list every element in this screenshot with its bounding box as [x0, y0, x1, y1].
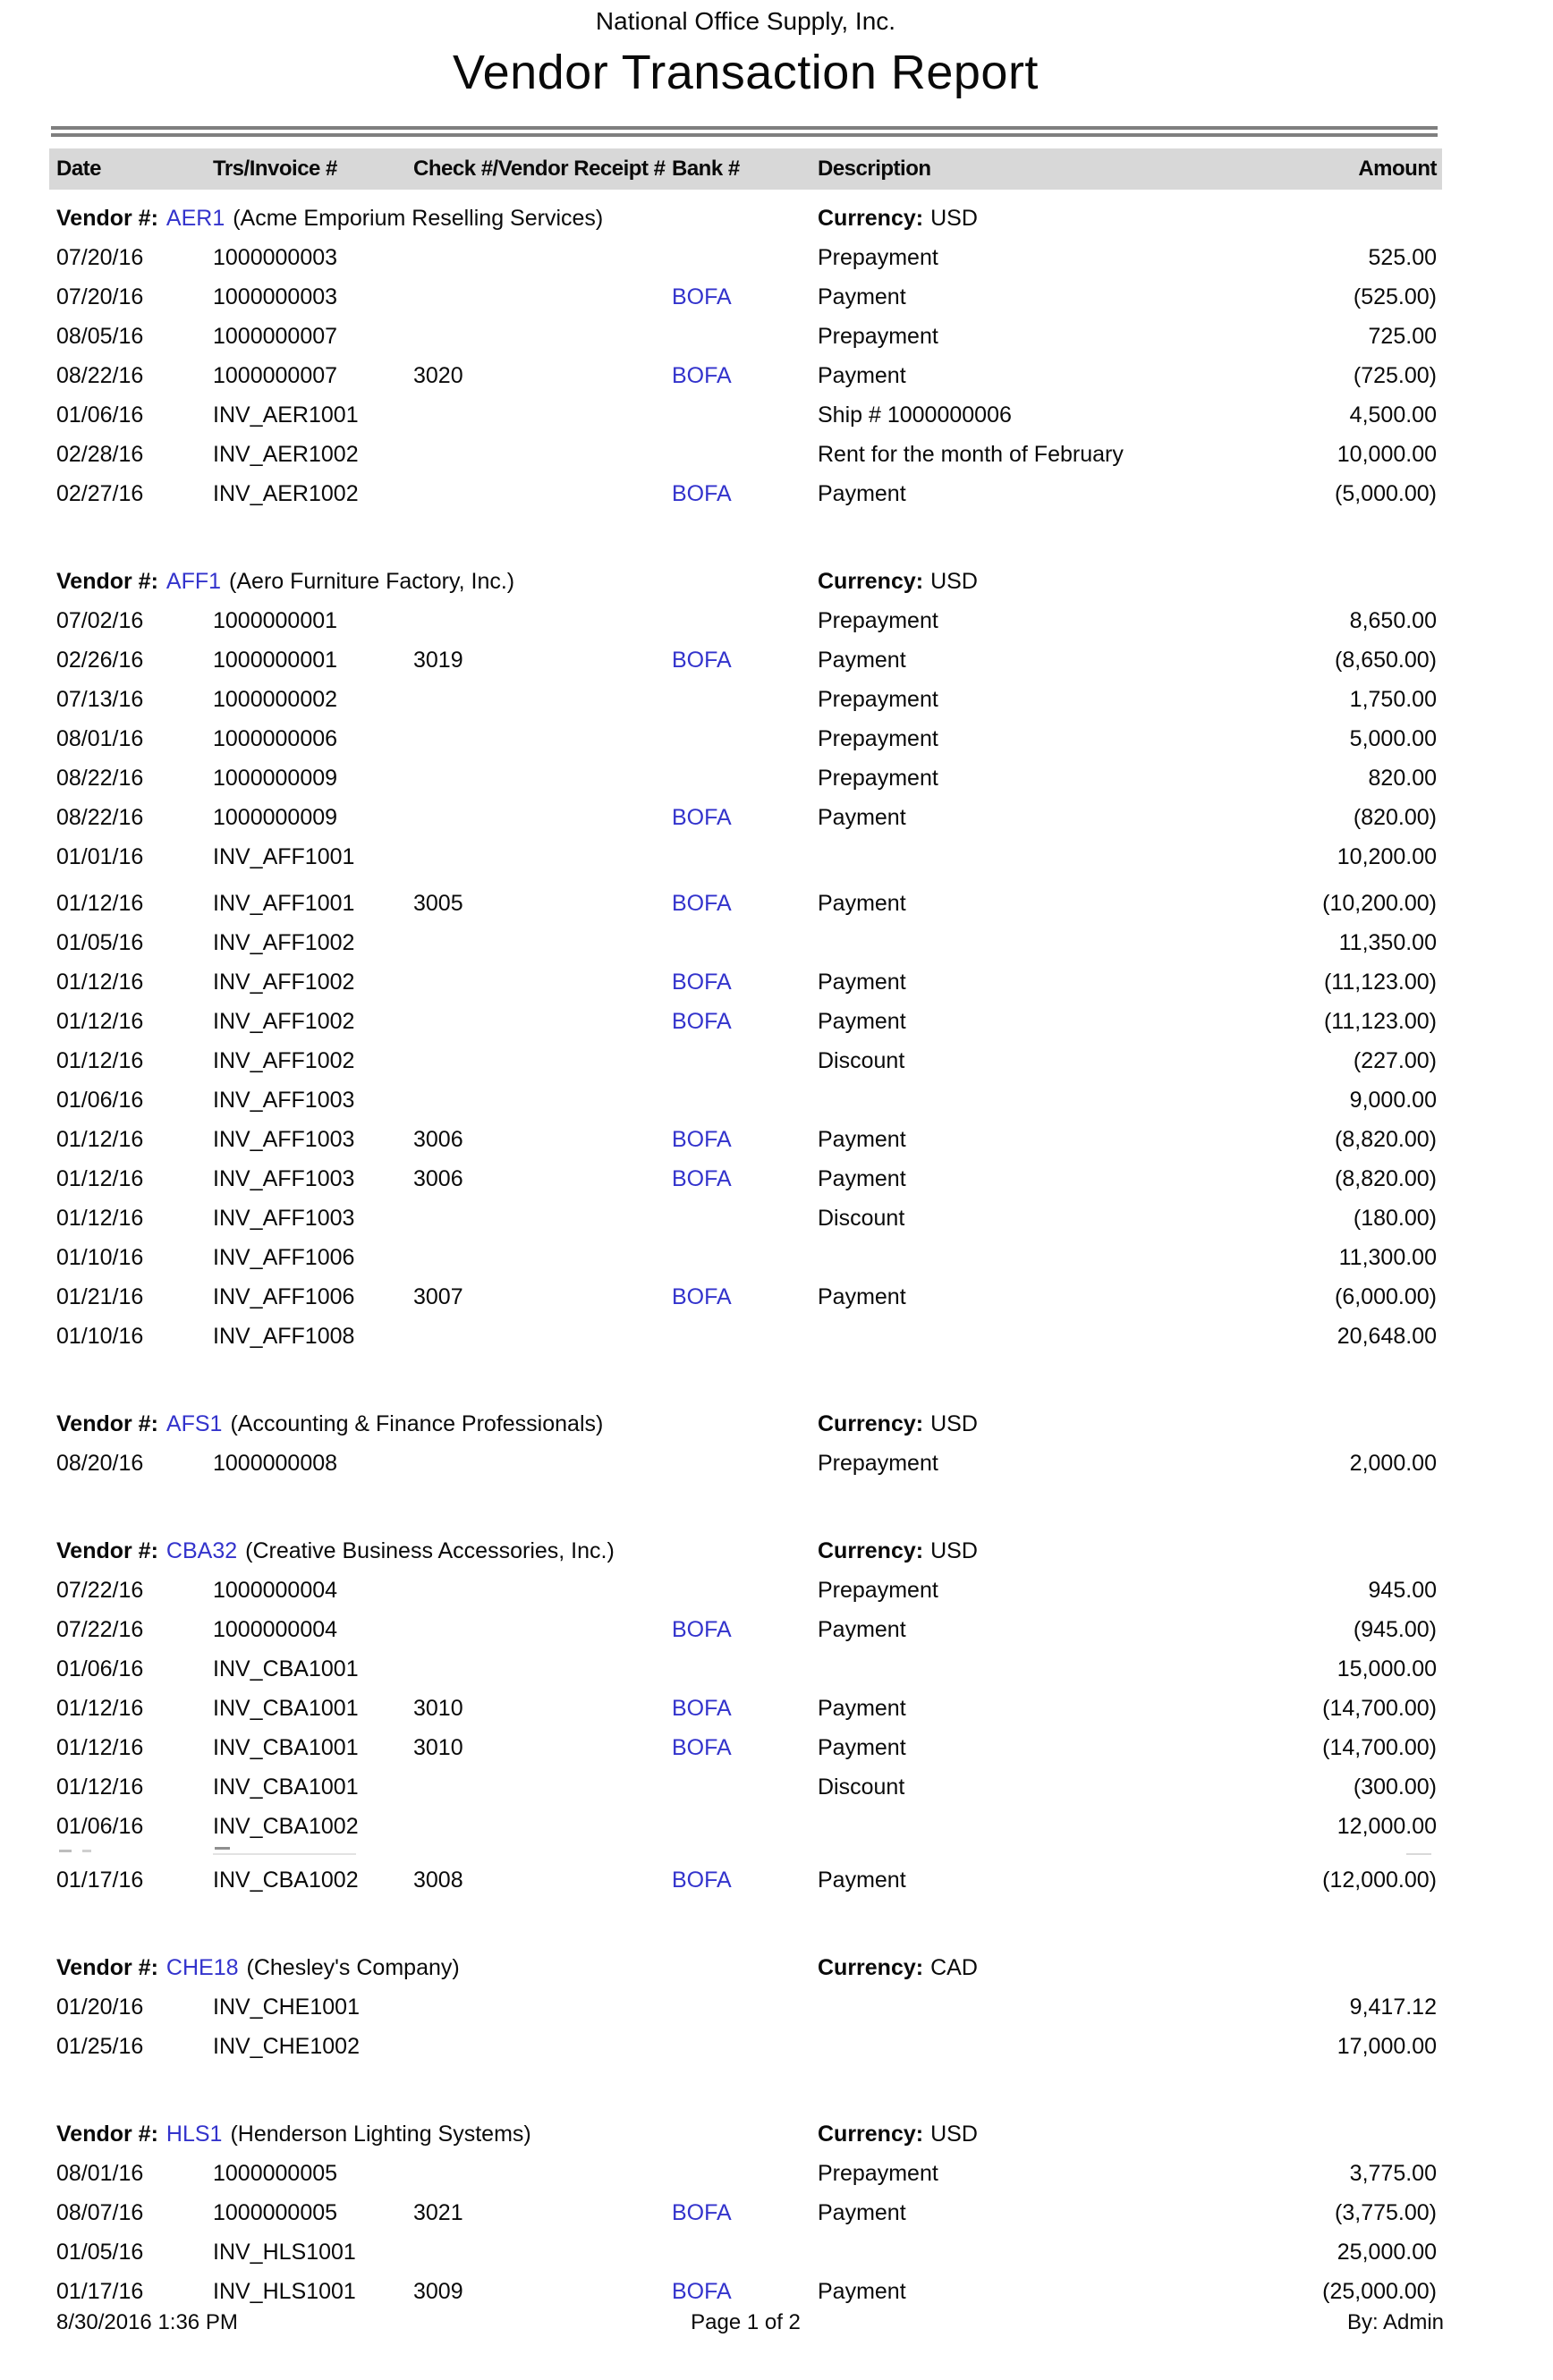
cell-trs-invoice: INV_AFF1003: [213, 1206, 355, 1231]
cell-trs-invoice: INV_AFF1003: [213, 1166, 355, 1191]
table-row: [0, 395, 1553, 435]
cell-description: Payment: [818, 284, 906, 309]
artifact-dash: [213, 1853, 356, 1855]
cell-trs-invoice: INV_HLS1001: [213, 2279, 356, 2304]
table-row: [0, 1159, 1553, 1198]
cell-trs-invoice: INV_AFF1001: [213, 891, 355, 916]
cell-date: 01/17/16: [56, 1868, 144, 1893]
currency-value: USD: [930, 569, 978, 594]
cell-amount: (5,000.00): [1335, 481, 1437, 506]
currency-label: Currency:: [818, 2122, 924, 2147]
cell-date: 01/06/16: [56, 1656, 144, 1681]
cell-trs-invoice: INV_AER1002: [213, 481, 359, 506]
vendor-title: [56, 1948, 460, 1987]
vendor-section: [0, 562, 1553, 1356]
table-row: [0, 680, 1553, 719]
cell-date: 07/22/16: [56, 1617, 144, 1642]
cell-amount: (820.00): [1353, 805, 1437, 830]
artifact-dash: [1406, 1853, 1431, 1855]
cell-amount: 8,650.00: [1349, 608, 1437, 633]
cell-description: Payment: [818, 2200, 906, 2225]
cell-description: Payment: [818, 1696, 906, 1721]
cell-date: 01/06/16: [56, 1814, 144, 1839]
report-footer: [0, 2309, 1553, 2342]
vendor-code: AFF1: [165, 569, 222, 594]
cell-bank: BOFA: [672, 1127, 732, 1152]
cell-date: 02/26/16: [56, 648, 144, 673]
cell-date: 08/07/16: [56, 2200, 144, 2225]
cell-trs-invoice: INV_CBA1001: [213, 1696, 359, 1721]
vendor-code: CHE18: [165, 1955, 239, 1980]
vendor-title: [56, 1404, 603, 1444]
table-row: [0, 1198, 1553, 1238]
table-row: [0, 719, 1553, 758]
vendor-name: (Henderson Lighting Systems): [230, 2122, 531, 2147]
vendor-section: [0, 1948, 1553, 2066]
cell-trs-invoice: 1000000007: [213, 324, 338, 349]
cell-date: 01/12/16: [56, 1206, 144, 1231]
vendor-name: (Acme Emporium Reselling Services): [233, 206, 604, 231]
table-row: [0, 601, 1553, 640]
vendor-label: Vendor #:: [56, 1955, 158, 1980]
cell-date: 01/10/16: [56, 1245, 144, 1270]
table-row: [0, 2232, 1553, 2272]
cell-check-number: 3006: [413, 1166, 463, 1191]
page-title: Vendor Transaction Report: [453, 46, 1039, 99]
column-header-description: Description: [818, 157, 931, 181]
currency-label: Currency:: [818, 569, 924, 594]
cell-trs-invoice: 1000000006: [213, 726, 338, 751]
vendor-label: Vendor #:: [56, 569, 158, 594]
table-row: [0, 1571, 1553, 1610]
vendor-label: Vendor #:: [56, 2122, 158, 2147]
footer-timestamp: 8/30/2016 1:36 PM: [56, 2310, 238, 2334]
currency-value: CAD: [930, 1955, 978, 1980]
cell-trs-invoice: 1000000004: [213, 1617, 338, 1642]
vendor-header: [0, 562, 1553, 601]
cell-amount: 9,000.00: [1349, 1088, 1437, 1113]
table-row: [0, 923, 1553, 962]
cell-trs-invoice: INV_AFF1008: [213, 1324, 355, 1349]
cell-date: 01/12/16: [56, 1048, 144, 1073]
column-headers: [0, 148, 1553, 190]
footer-page-number: Page 1 of 2: [691, 2310, 801, 2334]
vendor-code: AFS1: [165, 1411, 223, 1436]
cell-amount: 1,750.00: [1349, 687, 1437, 712]
cell-description: Discount: [818, 1206, 905, 1231]
cell-bank: BOFA: [672, 970, 732, 995]
table-row: [0, 1860, 1553, 1900]
cell-description: Payment: [818, 970, 906, 995]
table-row: [0, 1080, 1553, 1120]
vendor-name: (Aero Furniture Factory, Inc.): [229, 569, 515, 594]
cell-date: 01/12/16: [56, 1774, 144, 1800]
cell-description: Payment: [818, 1127, 906, 1152]
cell-description: Payment: [818, 1009, 906, 1034]
cell-amount: (525.00): [1353, 284, 1437, 309]
cell-bank: BOFA: [672, 1284, 732, 1309]
vendor-header: [0, 2114, 1553, 2154]
cell-trs-invoice: 1000000007: [213, 363, 338, 388]
vendor-header: [0, 1531, 1553, 1571]
column-header-amount: Amount: [1358, 157, 1437, 181]
cell-bank: BOFA: [672, 2279, 732, 2304]
cell-trs-invoice: INV_AFF1006: [213, 1284, 355, 1309]
vendor-name: (Chesley's Company): [246, 1955, 460, 1980]
cell-trs-invoice: INV_AER1001: [213, 402, 359, 428]
header-divider-line: [51, 126, 1438, 130]
cell-date: 08/20/16: [56, 1451, 144, 1476]
table-row: [0, 1807, 1553, 1846]
cell-date: 01/01/16: [56, 844, 144, 869]
cell-description: Discount: [818, 1048, 905, 1073]
cell-amount: 525.00: [1368, 245, 1437, 270]
cell-amount: 2,000.00: [1349, 1451, 1437, 1476]
vendor-currency: [818, 2114, 978, 2154]
cell-check-number: 3010: [413, 1735, 463, 1760]
cell-date: 01/21/16: [56, 1284, 144, 1309]
cell-description: Payment: [818, 891, 906, 916]
cell-amount: 17,000.00: [1337, 2034, 1437, 2059]
cell-trs-invoice: INV_CBA1001: [213, 1774, 359, 1800]
cell-trs-invoice: INV_AFF1002: [213, 970, 355, 995]
cell-date: 01/12/16: [56, 1696, 144, 1721]
cell-date: 08/05/16: [56, 324, 144, 349]
cell-description: Prepayment: [818, 687, 938, 712]
cell-description: Prepayment: [818, 726, 938, 751]
cell-date: 01/12/16: [56, 891, 144, 916]
cell-trs-invoice: 1000000004: [213, 1578, 338, 1603]
cell-date: 01/25/16: [56, 2034, 144, 2059]
cell-date: 01/10/16: [56, 1324, 144, 1349]
table-row: [0, 640, 1553, 680]
cell-trs-invoice: 1000000003: [213, 284, 338, 309]
cell-date: 01/12/16: [56, 970, 144, 995]
cell-description: Payment: [818, 1735, 906, 1760]
cell-date: 01/12/16: [56, 1166, 144, 1191]
table-row: [0, 1728, 1553, 1767]
cell-description: Prepayment: [818, 1451, 938, 1476]
currency-value: USD: [930, 2122, 978, 2147]
cell-trs-invoice: INV_AER1002: [213, 442, 359, 467]
cell-amount: (945.00): [1353, 1617, 1437, 1642]
cell-trs-invoice: INV_CBA1002: [213, 1814, 359, 1839]
cell-description: Payment: [818, 481, 906, 506]
currency-value: USD: [930, 206, 978, 231]
cell-amount: 4,500.00: [1349, 402, 1437, 428]
cell-trs-invoice: INV_AFF1003: [213, 1127, 355, 1152]
cell-date: 07/13/16: [56, 687, 144, 712]
column-header-bank: Bank #: [672, 157, 740, 181]
cell-amount: (10,200.00): [1322, 891, 1437, 916]
cell-trs-invoice: 1000000009: [213, 766, 338, 791]
cell-check-number: 3020: [413, 363, 463, 388]
cell-date: 07/22/16: [56, 1578, 144, 1603]
cell-date: 01/12/16: [56, 1127, 144, 1152]
table-row: [0, 1444, 1553, 1483]
column-header-check: Check #/Vendor Receipt #: [413, 157, 666, 181]
vendor-currency: [818, 1404, 978, 1444]
cell-trs-invoice: INV_CHE1001: [213, 1995, 360, 2020]
table-row: [0, 962, 1553, 1002]
currency-value: USD: [930, 1411, 978, 1436]
cell-amount: (725.00): [1353, 363, 1437, 388]
currency-value: USD: [930, 1538, 978, 1563]
cell-description: Prepayment: [818, 2161, 938, 2186]
cell-amount: 20,648.00: [1337, 1324, 1437, 1349]
cell-trs-invoice: INV_AFF1002: [213, 930, 355, 955]
artifact-dash: [59, 1850, 72, 1852]
cell-check-number: 3021: [413, 2200, 463, 2225]
table-row: [0, 356, 1553, 395]
cell-description: Ship # 1000000006: [818, 402, 1012, 428]
vendor-currency: [818, 1531, 978, 1571]
cell-amount: 945.00: [1368, 1578, 1437, 1603]
cell-bank: BOFA: [672, 363, 732, 388]
cell-date: 02/27/16: [56, 481, 144, 506]
cell-description: Prepayment: [818, 766, 938, 791]
currency-label: Currency:: [818, 1538, 924, 1563]
cell-description: Payment: [818, 805, 906, 830]
table-row: [0, 1002, 1553, 1041]
vendor-label: Vendor #:: [56, 1411, 158, 1436]
table-row: [0, 2154, 1553, 2193]
vendor-currency: [818, 199, 978, 238]
cell-amount: 10,200.00: [1337, 844, 1437, 869]
cell-amount: (14,700.00): [1322, 1696, 1437, 1721]
currency-label: Currency:: [818, 1411, 924, 1436]
vendor-code: AER1: [165, 206, 225, 231]
vendor-currency: [818, 562, 978, 601]
cell-date: 01/17/16: [56, 2279, 144, 2304]
cell-amount: 9,417.12: [1349, 1995, 1437, 2020]
cell-bank: BOFA: [672, 1166, 732, 1191]
cell-trs-invoice: 1000000005: [213, 2200, 338, 2225]
cell-trs-invoice: INV_CBA1002: [213, 1868, 359, 1893]
vendor-title: [56, 562, 514, 601]
cell-bank: BOFA: [672, 1735, 732, 1760]
table-row: [0, 1277, 1553, 1317]
vendor-header: [0, 1948, 1553, 1987]
vendor-section: [0, 1404, 1553, 1483]
cell-description: Discount: [818, 1774, 905, 1800]
table-row: [0, 317, 1553, 356]
cell-amount: (14,700.00): [1322, 1735, 1437, 1760]
cell-description: Rent for the month of February: [818, 442, 1124, 467]
vendor-title: [56, 199, 603, 238]
table-row: [0, 1238, 1553, 1277]
cell-amount: (12,000.00): [1322, 1868, 1437, 1893]
cell-description: Payment: [818, 2279, 906, 2304]
table-row: [0, 2272, 1553, 2311]
vendor-name: (Creative Business Accessories, Inc.): [245, 1538, 615, 1563]
cell-bank: BOFA: [672, 891, 732, 916]
cell-amount: (3,775.00): [1335, 2200, 1437, 2225]
vendor-code: HLS1: [165, 2122, 223, 2147]
cell-check-number: 3019: [413, 648, 463, 673]
table-row: [0, 1317, 1553, 1356]
cell-amount: (6,000.00): [1335, 1284, 1437, 1309]
table-row: [0, 1767, 1553, 1807]
cell-trs-invoice: 1000000002: [213, 687, 338, 712]
cell-amount: 725.00: [1368, 324, 1437, 349]
cell-check-number: 3005: [413, 891, 463, 916]
cell-bank: BOFA: [672, 2200, 732, 2225]
cell-date: 08/01/16: [56, 2161, 144, 2186]
cell-description: Payment: [818, 1284, 906, 1309]
vendor-title: [56, 1531, 615, 1571]
cell-trs-invoice: 1000000008: [213, 1451, 338, 1476]
table-row: [0, 1120, 1553, 1159]
artifact-dash: [82, 1850, 91, 1852]
cell-description: Prepayment: [818, 324, 938, 349]
column-header-trs-invoice: Trs/Invoice #: [213, 157, 337, 181]
cell-amount: (11,123.00): [1323, 970, 1437, 995]
cell-check-number: 3006: [413, 1127, 463, 1152]
cell-amount: 5,000.00: [1349, 726, 1437, 751]
cell-trs-invoice: INV_CBA1001: [213, 1656, 359, 1681]
cell-trs-invoice: INV_HLS1001: [213, 2240, 356, 2265]
cell-date: 08/22/16: [56, 805, 144, 830]
cell-amount: 11,350.00: [1338, 930, 1437, 955]
vendor-currency: [818, 1948, 978, 1987]
column-header-date: Date: [56, 157, 102, 181]
cell-amount: 10,000.00: [1337, 442, 1437, 467]
cell-bank: BOFA: [672, 284, 732, 309]
cell-amount: (25,000.00): [1322, 2279, 1437, 2304]
cell-date: 08/01/16: [56, 726, 144, 751]
table-row: [0, 1689, 1553, 1728]
table-row: [0, 1649, 1553, 1689]
cell-description: Payment: [818, 1868, 906, 1893]
cell-date: 01/05/16: [56, 2240, 144, 2265]
cell-amount: 25,000.00: [1337, 2240, 1437, 2265]
cell-date: 01/12/16: [56, 1009, 144, 1034]
company-name: National Office Supply, Inc.: [595, 7, 896, 35]
cell-description: Payment: [818, 1166, 906, 1191]
cell-trs-invoice: INV_AFF1001: [213, 844, 355, 869]
cell-description: Prepayment: [818, 1578, 938, 1603]
cell-bank: BOFA: [672, 1696, 732, 1721]
table-row: [0, 884, 1553, 923]
cell-description: Payment: [818, 1617, 906, 1642]
cell-amount: (227.00): [1353, 1048, 1437, 1073]
table-row: [0, 758, 1553, 798]
cell-amount: (8,820.00): [1335, 1166, 1437, 1191]
table-row: [0, 277, 1553, 317]
vendor-header: [0, 199, 1553, 238]
vendor-section: [0, 1531, 1553, 1900]
report-body: [0, 190, 1553, 2311]
cell-date: 02/28/16: [56, 442, 144, 467]
cell-trs-invoice: INV_AFF1002: [213, 1009, 355, 1034]
vendor-section: [0, 2114, 1553, 2311]
cell-trs-invoice: 1000000003: [213, 245, 338, 270]
cell-date: 01/20/16: [56, 1995, 144, 2020]
artifact-dash: [215, 1847, 230, 1850]
cell-date: 01/05/16: [56, 930, 144, 955]
cell-trs-invoice: 1000000009: [213, 805, 338, 830]
table-row: [0, 474, 1553, 513]
cell-date: 01/06/16: [56, 402, 144, 428]
table-row: [0, 1610, 1553, 1649]
vendor-code: CBA32: [165, 1538, 238, 1563]
table-row: [0, 798, 1553, 837]
cell-amount: (8,650.00): [1335, 648, 1437, 673]
cell-description: Prepayment: [818, 245, 938, 270]
cell-date: 07/20/16: [56, 284, 144, 309]
vendor-name: (Accounting & Finance Professionals): [230, 1411, 604, 1436]
cell-amount: (11,123.00): [1323, 1009, 1437, 1034]
cell-trs-invoice: INV_AFF1003: [213, 1088, 355, 1113]
currency-label: Currency:: [818, 206, 924, 231]
table-row: [0, 2027, 1553, 2066]
cell-amount: 11,300.00: [1338, 1245, 1437, 1270]
cell-date: 07/02/16: [56, 608, 144, 633]
table-row: [0, 837, 1553, 877]
cell-check-number: 3010: [413, 1696, 463, 1721]
header-divider-line: [51, 133, 1438, 137]
cell-bank: BOFA: [672, 1868, 732, 1893]
table-row: [0, 238, 1553, 277]
cell-description: Payment: [818, 363, 906, 388]
cell-trs-invoice: INV_CHE1002: [213, 2034, 360, 2059]
cell-amount: (300.00): [1353, 1774, 1437, 1800]
table-row: [0, 1987, 1553, 2027]
table-row: [0, 435, 1553, 474]
cell-trs-invoice: 1000000001: [213, 648, 338, 673]
cell-amount: (180.00): [1353, 1206, 1437, 1231]
cell-trs-invoice: 1000000001: [213, 608, 338, 633]
vendor-section: [0, 199, 1553, 513]
cell-check-number: 3009: [413, 2279, 463, 2304]
cell-date: 08/22/16: [56, 766, 144, 791]
clipped-row-artifact: [0, 1846, 1553, 1860]
vendor-label: Vendor #:: [56, 206, 158, 231]
cell-date: 07/20/16: [56, 245, 144, 270]
vendor-label: Vendor #:: [56, 1538, 158, 1563]
cell-check-number: 3007: [413, 1284, 463, 1309]
cell-amount: 3,775.00: [1349, 2161, 1437, 2186]
cell-bank: BOFA: [672, 481, 732, 506]
cell-description: Payment: [818, 648, 906, 673]
cell-trs-invoice: INV_CBA1001: [213, 1735, 359, 1760]
table-row: [0, 1041, 1553, 1080]
cell-amount: 15,000.00: [1337, 1656, 1437, 1681]
cell-bank: BOFA: [672, 648, 732, 673]
cell-check-number: 3008: [413, 1868, 463, 1893]
cell-date: 01/12/16: [56, 1735, 144, 1760]
cell-description: Prepayment: [818, 608, 938, 633]
table-row: [0, 2193, 1553, 2232]
currency-label: Currency:: [818, 1955, 924, 1980]
cell-bank: BOFA: [672, 1009, 732, 1034]
cell-amount: (8,820.00): [1335, 1127, 1437, 1152]
cell-trs-invoice: INV_AFF1002: [213, 1048, 355, 1073]
cell-amount: 12,000.00: [1337, 1814, 1437, 1839]
cell-trs-invoice: INV_AFF1006: [213, 1245, 355, 1270]
cell-bank: BOFA: [672, 1617, 732, 1642]
footer-user: By: Admin: [1346, 2310, 1444, 2334]
cell-date: 08/22/16: [56, 363, 144, 388]
vendor-header: [0, 1404, 1553, 1444]
cell-amount: 820.00: [1368, 766, 1437, 791]
vendor-title: [56, 2114, 531, 2154]
cell-trs-invoice: 1000000005: [213, 2161, 338, 2186]
cell-date: 01/06/16: [56, 1088, 144, 1113]
cell-bank: BOFA: [672, 805, 732, 830]
